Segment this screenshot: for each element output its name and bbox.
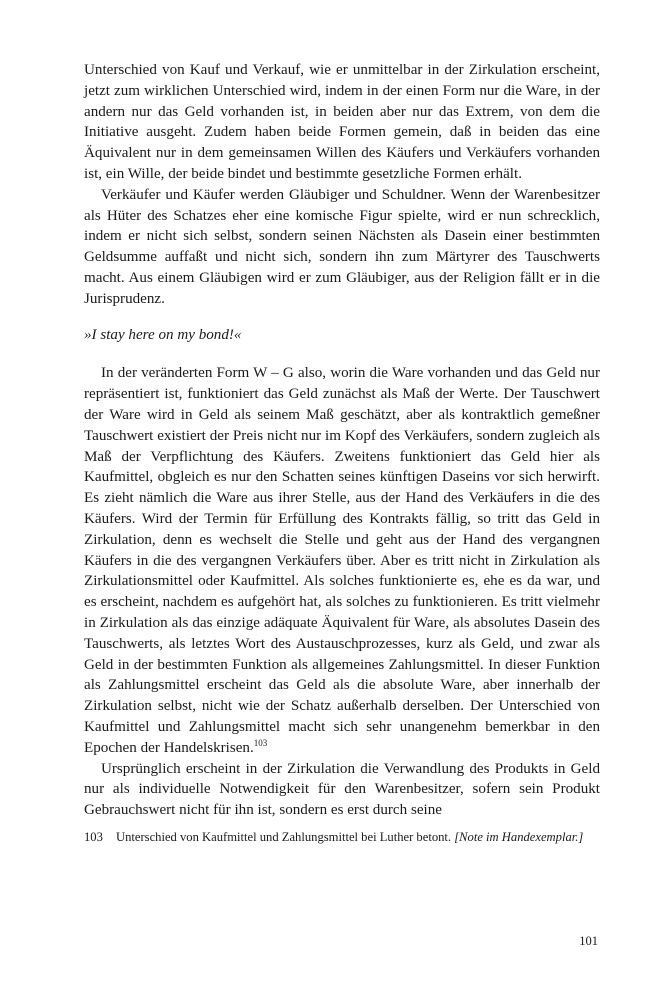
- paragraph-3: [84, 363, 600, 758]
- paragraph-4: Ursprünglich erscheint in der Zirkulation die Verwandlung des Produkts in Geld nur als individuelle Notwendigkeit für den Warenbesitzer, sofern sein Produkt Gebrauchswert nicht für ihn ist, sondern es erst durch seine: [84, 760, 600, 819]
- paragraph-1: Unterschied von Kauf und Verkauf, wie er unmittelbar in der Zirkulation erscheint, jetzt zum wirklichen Unterschied wird, indem in der einen Form nur die Ware, in der andern nur das Geld vorhanden ist, in beiden aber nur das Extrem, von dem die Initiative ausgeht. Zudem haben beide Formen gemein, daß in beiden das eine Äquivalent nur in dem gemeinsamen Willen des Käufers und Verkäufers vorhanden ist, ein Wille, der beide bindet und bestimmte gesetzliche Formen erhält.: [84, 62, 600, 182]
- page-body: [84, 60, 600, 845]
- footnote-reference[interactable]: 103: [253, 737, 268, 748]
- quote-line: »I stay here on my bond!«: [84, 326, 242, 343]
- footnote-editorial-note: [Note im Handexemplar.]: [454, 829, 584, 844]
- paragraph-3-text: In der veränderten Form W – G also, worin die Ware vorhanden und das Geld nur repräsentiert ist, funktioniert das Geld zunächst als Maß der Werte. Der Tauschwert der Ware wird in Geld als seinem Maß geschätzt, aber als kontraktlich gemeßner Tauschwert existiert der Preis nicht nur im Kopf des Verkäufers, sondern zugleich als Maß der Verpflichtung des Käufers. Zweitens funktioniert das Geld hier als Kaufmittel, obgleich es nur den Schatten seines künftigen Daseins vor sich herwirft. Es zieht nämlich die Ware aus ihrer Stelle, aus der Hand des Verkäufers in die des Käufers. Wird der Termin für Erfüllung des Kontrakts fällig, so tritt das Geld in Zirkulation, denn es wechselt die Stelle und geht aus der Hand des vergangnen Käufers in die des vergangnen Verkäufers über. Aber es tritt nicht in Zirkulation als Zirkulationsmittel oder Kaufmittel. Als solches funktionierte es, ehe es da war, und es erscheint, nachdem es aufgehört hat, als solches zu funktionieren. Es tritt vielmehr in Zirkulation als das einzige adäquate Äquivalent für Ware, als absolutes Dasein des Tauschwerts, als letztes Wort des Austauschprozesses, kurz als Geld, und zwar als Geld in der bestimmten Funktion als allgemeines Zahlungsmittel. In dieser Funktion als Zahlungsmittel erscheint das Geld als die absolute Ware, aber innerhalb der Zirkulation selbst, nicht wie der Schatz außerhalb derselben. Der Unterschied von Kaufmittel und Zahlungsmittel macht sich sehr unangenehm bemerkbar in den Epochen der Handelskrisen.: [84, 365, 600, 756]
- page-number: 101: [579, 934, 598, 948]
- footnote-body: Unterschied von Kaufmittel und Zahlungsmittel bei Luther betont.: [116, 829, 452, 844]
- footnote-number: 103: [84, 829, 103, 844]
- footnote-text: [116, 829, 600, 846]
- paragraph-2: Verkäufer und Käufer werden Gläubiger und Schuldner. Wenn der Warenbesitzer als Hüter des Schatzes eher eine komische Figur spielte, wird er nun schrecklich, indem er nicht sich selbst, sondern seinen Nächsten als Dasein einer bestimmten Geldsumme auffaßt und nicht sich, sondern ihn zum Märtyrer des Tauschwerts macht. Aus einem Gläubigen wird er zum Gläubiger, aus der Religion fällt er in die Jurisprudenz.: [84, 186, 600, 307]
- footnote: [84, 829, 600, 846]
